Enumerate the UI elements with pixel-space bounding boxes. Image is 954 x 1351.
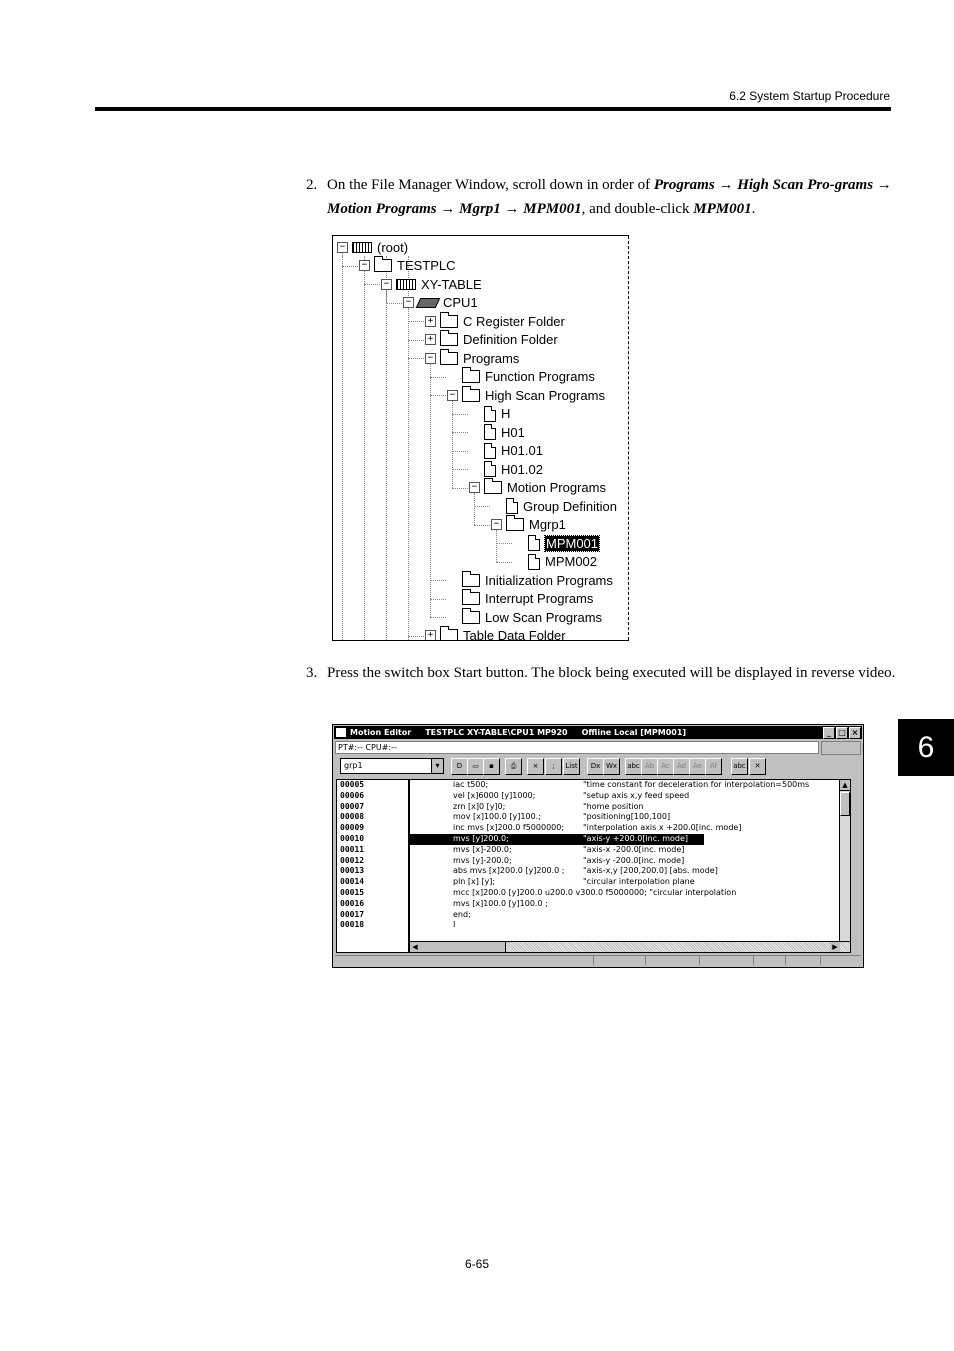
line-number: 00014 xyxy=(340,877,365,887)
folder-icon xyxy=(440,333,458,346)
code-comment: "time constant for deceleration for interpolation=500ms xyxy=(583,780,810,789)
line-number: 00010 xyxy=(340,833,365,843)
line-number-pane xyxy=(336,779,409,953)
chapter-tab: 6 xyxy=(898,719,954,776)
code-statement: pln [x] [y]; xyxy=(453,877,496,887)
cancel-button[interactable]: ✕ xyxy=(749,758,766,775)
tree-node[interactable] xyxy=(469,405,510,423)
tree-node-label: TESTPLC xyxy=(397,258,456,273)
close-button[interactable]: × xyxy=(849,727,861,739)
ad-button[interactable]: Ad xyxy=(673,758,690,775)
tree-node-label: H01.01 xyxy=(501,443,543,458)
window-title-app: Motion Editor xyxy=(350,728,412,737)
menu-path-item: MPM001 xyxy=(523,201,582,217)
tree-connector xyxy=(408,256,409,640)
status-cell xyxy=(753,956,754,965)
code-statement: mvs [y]200.0; xyxy=(453,833,509,843)
arrow-icon: → xyxy=(504,201,520,217)
tree-connector xyxy=(364,256,365,640)
save-button[interactable]: ▪ xyxy=(483,758,500,775)
code-statement: mvs [x]-200.0; xyxy=(453,844,512,854)
tree-connector xyxy=(408,636,426,637)
code-line[interactable] xyxy=(410,899,850,910)
chevron-down-icon[interactable]: ▾ xyxy=(431,759,443,773)
tree-node-label: Group Definition xyxy=(523,498,617,514)
title-bar[interactable] xyxy=(334,726,862,739)
menu-path-item: Programs xyxy=(653,177,715,193)
tree-spacer xyxy=(447,372,458,381)
tree-connector xyxy=(430,363,431,617)
line-number: 00018 xyxy=(340,920,365,930)
tree-node-label: Table Data Folder xyxy=(463,628,566,641)
step-3 xyxy=(306,661,896,685)
collapse-icon[interactable]: − xyxy=(469,482,480,493)
tree-connector xyxy=(430,617,448,618)
tree-spacer xyxy=(469,465,480,474)
tree-spacer xyxy=(513,539,524,548)
tree-connector xyxy=(452,414,470,415)
code-comment: "axis-y -200.0[inc. mode] xyxy=(583,855,685,865)
ae-button[interactable]: Ae xyxy=(689,758,706,775)
abc-alt-button[interactable]: abc xyxy=(731,758,748,775)
tree-node[interactable] xyxy=(425,627,566,642)
status-bar xyxy=(335,955,861,966)
folder-icon xyxy=(440,352,458,365)
tree-node-label: H xyxy=(501,406,511,421)
tree-node[interactable] xyxy=(491,497,617,515)
file-icon xyxy=(528,554,540,570)
tree-node[interactable] xyxy=(337,238,408,256)
scroll-thumb[interactable] xyxy=(840,792,850,816)
scroll-up-arrow-icon[interactable]: ▲ xyxy=(840,780,850,791)
tree-connector xyxy=(408,321,426,322)
status-cell xyxy=(645,956,646,965)
tree-connector xyxy=(408,358,426,359)
step-number: 3. xyxy=(306,665,318,681)
semicolon-button[interactable]: ; xyxy=(545,758,562,775)
line-number: 00009 xyxy=(340,823,365,833)
chip-icon xyxy=(416,298,441,308)
code-line[interactable] xyxy=(410,823,850,834)
tree-node-label: Definition Folder xyxy=(463,332,558,347)
tree-connector xyxy=(452,400,453,488)
scroll-left-arrow-icon[interactable]: ◀ xyxy=(410,942,420,952)
line-number: 00011 xyxy=(340,844,365,854)
code-statement: mvs [x]100.0 [y]100.0 ; xyxy=(453,898,548,908)
print-button[interactable]: ⎙ xyxy=(505,758,522,775)
code-line[interactable] xyxy=(410,877,850,888)
step-text-part: . xyxy=(751,201,756,217)
maximize-button[interactable]: □ xyxy=(836,727,848,739)
cut-button[interactable]: ⨯ xyxy=(527,758,544,775)
tree-node-label: Low Scan Programs xyxy=(485,609,603,625)
tree-node-label: Interrupt Programs xyxy=(485,591,594,606)
open-file-button[interactable]: ▭ xyxy=(467,758,484,775)
code-comment: "interpolation axis x +200.0[inc. mode] xyxy=(583,823,742,833)
tree-node[interactable] xyxy=(469,423,525,441)
tree-connector xyxy=(430,599,448,600)
tree-connector xyxy=(452,432,470,433)
file-icon xyxy=(484,443,496,459)
step-text-part: , and double-click xyxy=(581,201,694,217)
code-statement: end; xyxy=(453,909,471,919)
tree-connector xyxy=(342,266,360,267)
tree-node[interactable] xyxy=(447,608,602,626)
tree-node[interactable] xyxy=(491,516,566,534)
tree-connector xyxy=(452,451,470,452)
tree-node[interactable] xyxy=(469,442,543,460)
line-number: 00017 xyxy=(340,909,365,919)
file-icon xyxy=(484,406,496,422)
tree-node-label: Motion Programs xyxy=(507,480,606,495)
hscroll-thumb[interactable] xyxy=(420,942,506,952)
scroll-edge xyxy=(627,236,629,640)
line-number: 00015 xyxy=(340,887,365,897)
file-icon xyxy=(484,424,496,440)
info-field xyxy=(821,741,861,755)
window-title-path: TESTPLC XY-TABLE\CPU1 MP920 xyxy=(425,728,568,737)
tree-spacer xyxy=(447,613,458,622)
folder-icon xyxy=(462,574,480,587)
code-comment: "home position xyxy=(583,801,644,811)
list-button[interactable]: List xyxy=(563,758,580,775)
collapse-icon[interactable]: − xyxy=(491,519,502,530)
tree-connector xyxy=(496,543,514,544)
folder-icon xyxy=(462,592,480,605)
file-manager-tree xyxy=(332,235,629,641)
motion-editor-window xyxy=(332,724,864,968)
code-comment: "axis-x -200.0[inc. mode] xyxy=(583,844,685,854)
tree-node[interactable] xyxy=(469,460,543,478)
code-statement: zrn [x]0 [y]0; xyxy=(453,801,506,811)
code-comment: "axis-x,y [200,200.0] [abs. mode] xyxy=(583,866,718,876)
line-number: 00008 xyxy=(340,812,365,822)
step-text-part: On the File Manager Window, scroll down in order of xyxy=(327,177,654,193)
tree-connector xyxy=(474,525,492,526)
tree-node[interactable] xyxy=(513,553,597,571)
target-file: MPM001 xyxy=(693,201,752,217)
tree-node-label: High Scan Programs xyxy=(485,387,605,403)
collapse-icon[interactable]: − xyxy=(359,260,370,271)
abc-button[interactable]: abc xyxy=(625,758,642,775)
line-number: 00016 xyxy=(340,898,365,908)
wx-button[interactable]: Wx xyxy=(603,758,620,775)
tree-spacer xyxy=(469,446,480,455)
header-rule xyxy=(95,107,891,111)
expand-icon[interactable]: + xyxy=(425,316,436,327)
window-controls xyxy=(823,727,861,739)
tree-spacer xyxy=(491,502,502,511)
code-statement: iac t500; xyxy=(453,780,489,789)
toolbar xyxy=(335,758,861,776)
tree-connector xyxy=(342,256,343,640)
tree-spacer xyxy=(447,594,458,603)
code-pane[interactable] xyxy=(409,779,851,953)
tree-node-label: C Register Folder xyxy=(463,313,565,329)
arrow-icon: → xyxy=(440,201,456,217)
tree-connector xyxy=(386,303,404,304)
af-button[interactable]: Af xyxy=(705,758,722,775)
folder-icon xyxy=(440,315,458,328)
status-cell xyxy=(820,956,821,965)
tree-spacer xyxy=(513,557,524,566)
status-cell xyxy=(785,956,786,965)
folder-icon xyxy=(462,389,480,402)
tree-node-label: MPM002 xyxy=(545,554,598,569)
tree-spacer xyxy=(469,428,480,437)
expand-icon[interactable]: + xyxy=(425,334,436,345)
code-comment: "axis-y +200.0[inc. mode] xyxy=(583,833,689,843)
tree-node[interactable] xyxy=(447,571,613,589)
tree-node[interactable] xyxy=(403,294,478,312)
code-statement: mvs [y]-200.0; xyxy=(453,855,512,865)
group-select-value: grp1 xyxy=(344,761,363,770)
line-number: 00013 xyxy=(340,866,365,876)
horizontal-scrollbar[interactable] xyxy=(409,941,851,953)
code-comment: "setup axis x,y feed speed xyxy=(583,790,690,800)
running-header: 6.2 System Startup Procedure xyxy=(729,89,890,103)
code-statement: mov [x]100.0 [y]100.; xyxy=(453,812,541,822)
arrow-icon: → xyxy=(718,177,734,193)
vertical-scrollbar[interactable] xyxy=(839,780,850,952)
code-statement: I xyxy=(453,920,456,930)
file-icon xyxy=(506,498,518,514)
app-icon xyxy=(336,728,346,737)
folder-icon xyxy=(440,629,458,641)
tree-node-label: (root) xyxy=(377,239,409,255)
tree-connector xyxy=(474,506,492,507)
step-2 xyxy=(306,173,896,221)
code-statement: abs mvs [x]200.0 [y]200.0 ; xyxy=(453,866,565,876)
code-statement: mcc [x]200.0 [y]200.0 u200.0 v300.0 f5000000; "circular interpolation xyxy=(453,887,737,897)
code-comment: "positioning[100,100] xyxy=(583,812,671,822)
tree-node-label: H01 xyxy=(501,424,525,440)
tree-node-label: Initialization Programs xyxy=(485,572,613,588)
menu-path-item: Motion Programs xyxy=(327,201,437,217)
line-number: 00007 xyxy=(340,801,365,811)
tree-node[interactable] xyxy=(425,349,519,367)
tree-node[interactable] xyxy=(381,275,482,293)
tree-node[interactable] xyxy=(469,479,606,497)
tree-connector xyxy=(386,256,387,640)
arrow-icon: → xyxy=(876,177,892,193)
tree-node-label: Programs xyxy=(463,350,520,366)
code-line[interactable] xyxy=(410,920,850,931)
code-comment: "circular interpolation plane xyxy=(583,877,695,887)
collapse-icon[interactable]: − xyxy=(425,353,436,364)
window-title-mode: Offline Local [MPM001] xyxy=(581,728,687,737)
file-icon xyxy=(528,535,540,551)
tree-node[interactable] xyxy=(513,534,599,552)
tree-node[interactable] xyxy=(447,386,605,404)
file-icon xyxy=(484,461,496,477)
code-statement: inc mvs [x]200.0 f5000000; xyxy=(453,823,565,833)
code-line[interactable] xyxy=(410,812,850,823)
code-line[interactable] xyxy=(410,780,850,791)
tree-connector xyxy=(430,395,448,396)
tree-connector xyxy=(474,493,475,525)
tree-spacer xyxy=(447,576,458,585)
ab-button[interactable]: Ab xyxy=(641,758,658,775)
minimize-button[interactable]: _ xyxy=(823,727,835,739)
folder-icon xyxy=(462,370,480,383)
code-line[interactable] xyxy=(410,802,850,813)
page-number: 6-65 xyxy=(464,1257,490,1271)
collapse-icon[interactable]: − xyxy=(403,297,414,308)
new-file-button[interactable]: D xyxy=(451,758,468,775)
code-line[interactable] xyxy=(410,888,850,899)
tree-connector xyxy=(364,284,382,285)
tree-node[interactable] xyxy=(447,368,595,386)
folder-icon xyxy=(462,611,480,624)
tree-connector xyxy=(452,469,470,470)
code-statement: vel [x]6000 [y]1000; xyxy=(453,790,536,800)
line-number: 00005 xyxy=(340,780,365,789)
status-cell xyxy=(593,956,594,965)
tree-spacer xyxy=(469,409,480,418)
collapse-icon[interactable]: − xyxy=(337,242,348,253)
tree-node-label: Mgrp1 xyxy=(529,517,566,532)
group-select[interactable] xyxy=(340,758,444,774)
drive-icon xyxy=(396,279,416,290)
folder-icon xyxy=(374,259,392,272)
code-line[interactable] xyxy=(410,910,850,921)
tree-connector xyxy=(430,377,448,378)
tree-node-label: Function Programs xyxy=(485,369,595,384)
line-number: 00012 xyxy=(340,855,365,865)
tree-node-label: H01.02 xyxy=(501,461,543,477)
collapse-icon[interactable]: − xyxy=(381,279,392,290)
folder-icon xyxy=(484,481,502,494)
code-line[interactable] xyxy=(410,791,850,802)
tree-node[interactable] xyxy=(425,331,558,349)
tree-node[interactable] xyxy=(447,590,593,608)
folder-icon xyxy=(506,518,524,531)
tree-node-label: XY-TABLE xyxy=(421,276,482,292)
code-line[interactable] xyxy=(410,845,850,856)
tree-node-label: MPM001 xyxy=(546,535,599,551)
step-text xyxy=(327,173,896,221)
ac-button[interactable]: Ac xyxy=(657,758,674,775)
tree-connector xyxy=(452,488,470,489)
menu-path-item: Mgrp1 xyxy=(459,201,501,217)
tree-connector xyxy=(496,530,497,562)
tree-node[interactable] xyxy=(425,312,565,330)
tree-connector xyxy=(408,340,426,341)
menu-path-item: High Scan Pro-grams xyxy=(737,177,874,193)
expand-icon[interactable]: + xyxy=(425,630,436,641)
tree-node[interactable] xyxy=(359,257,456,275)
executing-block[interactable] xyxy=(410,834,704,845)
dx-button[interactable]: Dx xyxy=(587,758,604,775)
code-line[interactable] xyxy=(410,866,850,877)
line-number: 00006 xyxy=(340,790,365,800)
step-text: Press the switch box Start button. The block being executed will be displayed in reverse video. xyxy=(327,665,896,681)
tree-connector xyxy=(496,562,514,563)
status-cell xyxy=(699,956,700,965)
tree-node-label: CPU1 xyxy=(443,295,478,310)
pt-cpu-info: PT#:-- CPU#:-- xyxy=(335,741,819,754)
tree-connector xyxy=(430,580,448,581)
scroll-right-arrow-icon[interactable]: ▶ xyxy=(830,942,840,952)
code-line[interactable] xyxy=(410,856,850,867)
collapse-icon[interactable]: − xyxy=(447,390,458,401)
drive-icon xyxy=(352,242,372,253)
step-number: 2. xyxy=(306,177,318,193)
